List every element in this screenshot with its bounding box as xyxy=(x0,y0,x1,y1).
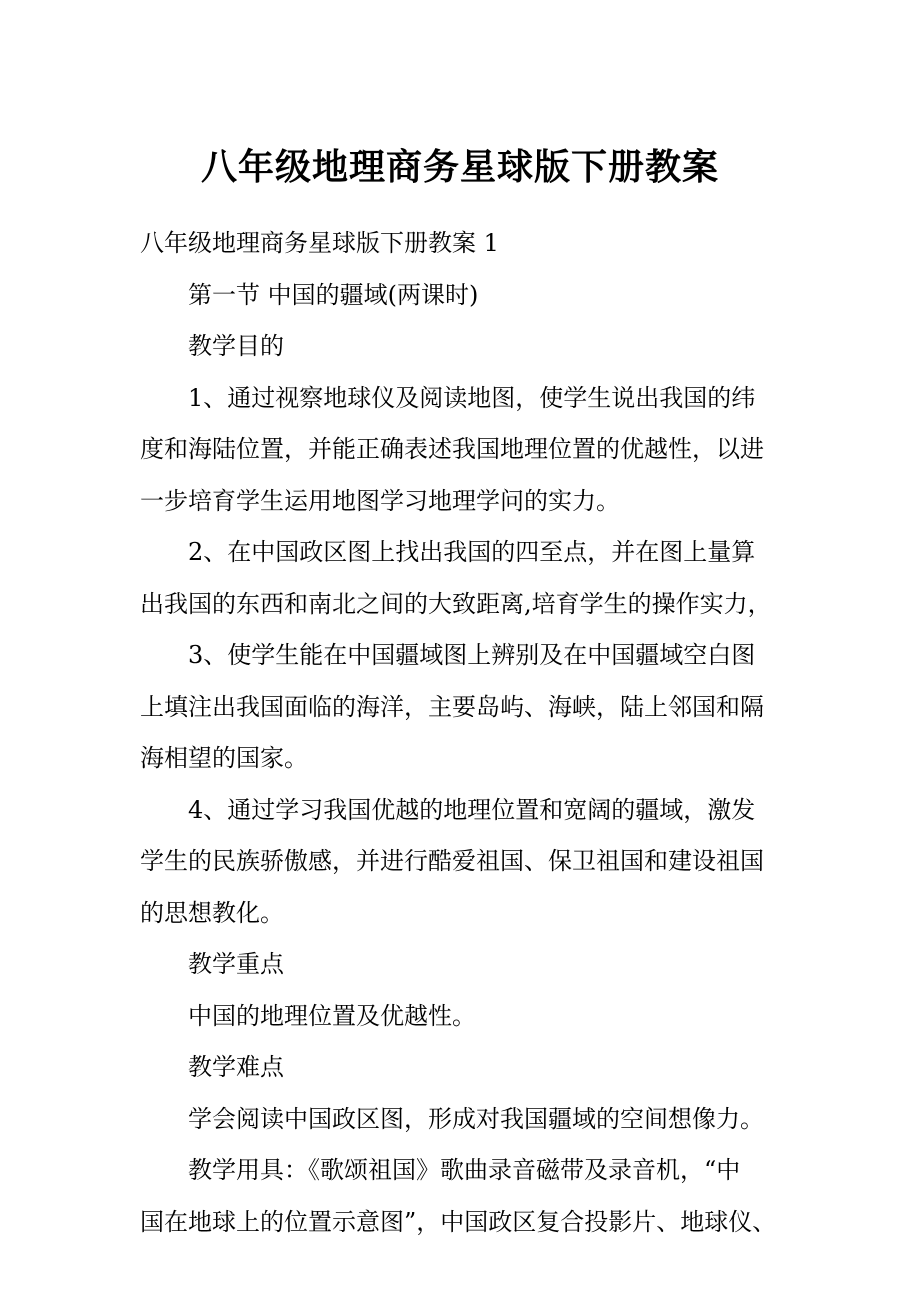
difficulties-text: 学会阅读中国政区图，形成对我国疆域的空间想像力。 xyxy=(188,1104,764,1133)
objective-1-line-1: 1、通过视察地球仪及阅读地图，使学生说出我国的纬 xyxy=(188,383,756,412)
teaching-tools-line-1: 教学用具：《歌颂祖国》歌曲录音磁带及录音机，“中 xyxy=(188,1156,741,1184)
objective-4-line-1: 4、通过学习我国优越的地理位置和宽阔的疆域，激发 xyxy=(188,795,756,824)
teaching-tools-line-2: 国在地球上的位置示意图”，中国政区复合投影片、地球仪、 xyxy=(140,1207,777,1236)
objective-3-line-3: 海相望的国家。 xyxy=(140,744,308,772)
objective-2 xyxy=(140,527,800,630)
key-points-heading: 教学重点 xyxy=(188,950,284,978)
key-points-text: 中国的地理位置及优越性。 xyxy=(188,1001,476,1030)
objective-1 xyxy=(140,373,800,528)
objective-1-line-3: 一步培育学生运用地图学习地理学问的实力。 xyxy=(140,486,620,515)
objective-3-line-2: 上填注出我国面临的海洋，主要岛屿、海峡，陆上邻国和隔 xyxy=(140,692,764,721)
objective-4-line-2: 学生的民族骄傲感，并进行酷爱祖国、保卫祖国和建设祖国 xyxy=(140,847,764,875)
objective-3 xyxy=(140,630,800,785)
objective-3-line-1: 3、使学生能在中国疆域图上辨别及在中国疆域空白图 xyxy=(188,641,756,669)
objective-1-line-2: 度和海陆位置，并能正确表述我国地理位置的优越性，以进 xyxy=(140,435,764,463)
document-body xyxy=(140,218,800,1248)
objective-2-line-1: 2、在中国政区图上找出我国的四至点，并在图上量算 xyxy=(188,538,756,566)
document-title: 八年级地理商务星球版下册教案 xyxy=(200,146,719,188)
objective-2-line-2: 出我国的东西和南北之间的大致距离,培育学生的操作实力， xyxy=(140,589,772,618)
objective-4 xyxy=(140,785,800,940)
teaching-tools xyxy=(140,1145,800,1248)
difficulties-heading: 教学难点 xyxy=(188,1053,284,1081)
section-title: 第一节 中国的疆域(两课时) xyxy=(188,280,479,309)
objectives-heading: 教学目的 xyxy=(188,332,284,360)
lesson-heading: 八年级地理商务星球版下册教案 1 xyxy=(140,229,499,257)
objective-4-line-3: 的思想教化。 xyxy=(140,898,284,927)
